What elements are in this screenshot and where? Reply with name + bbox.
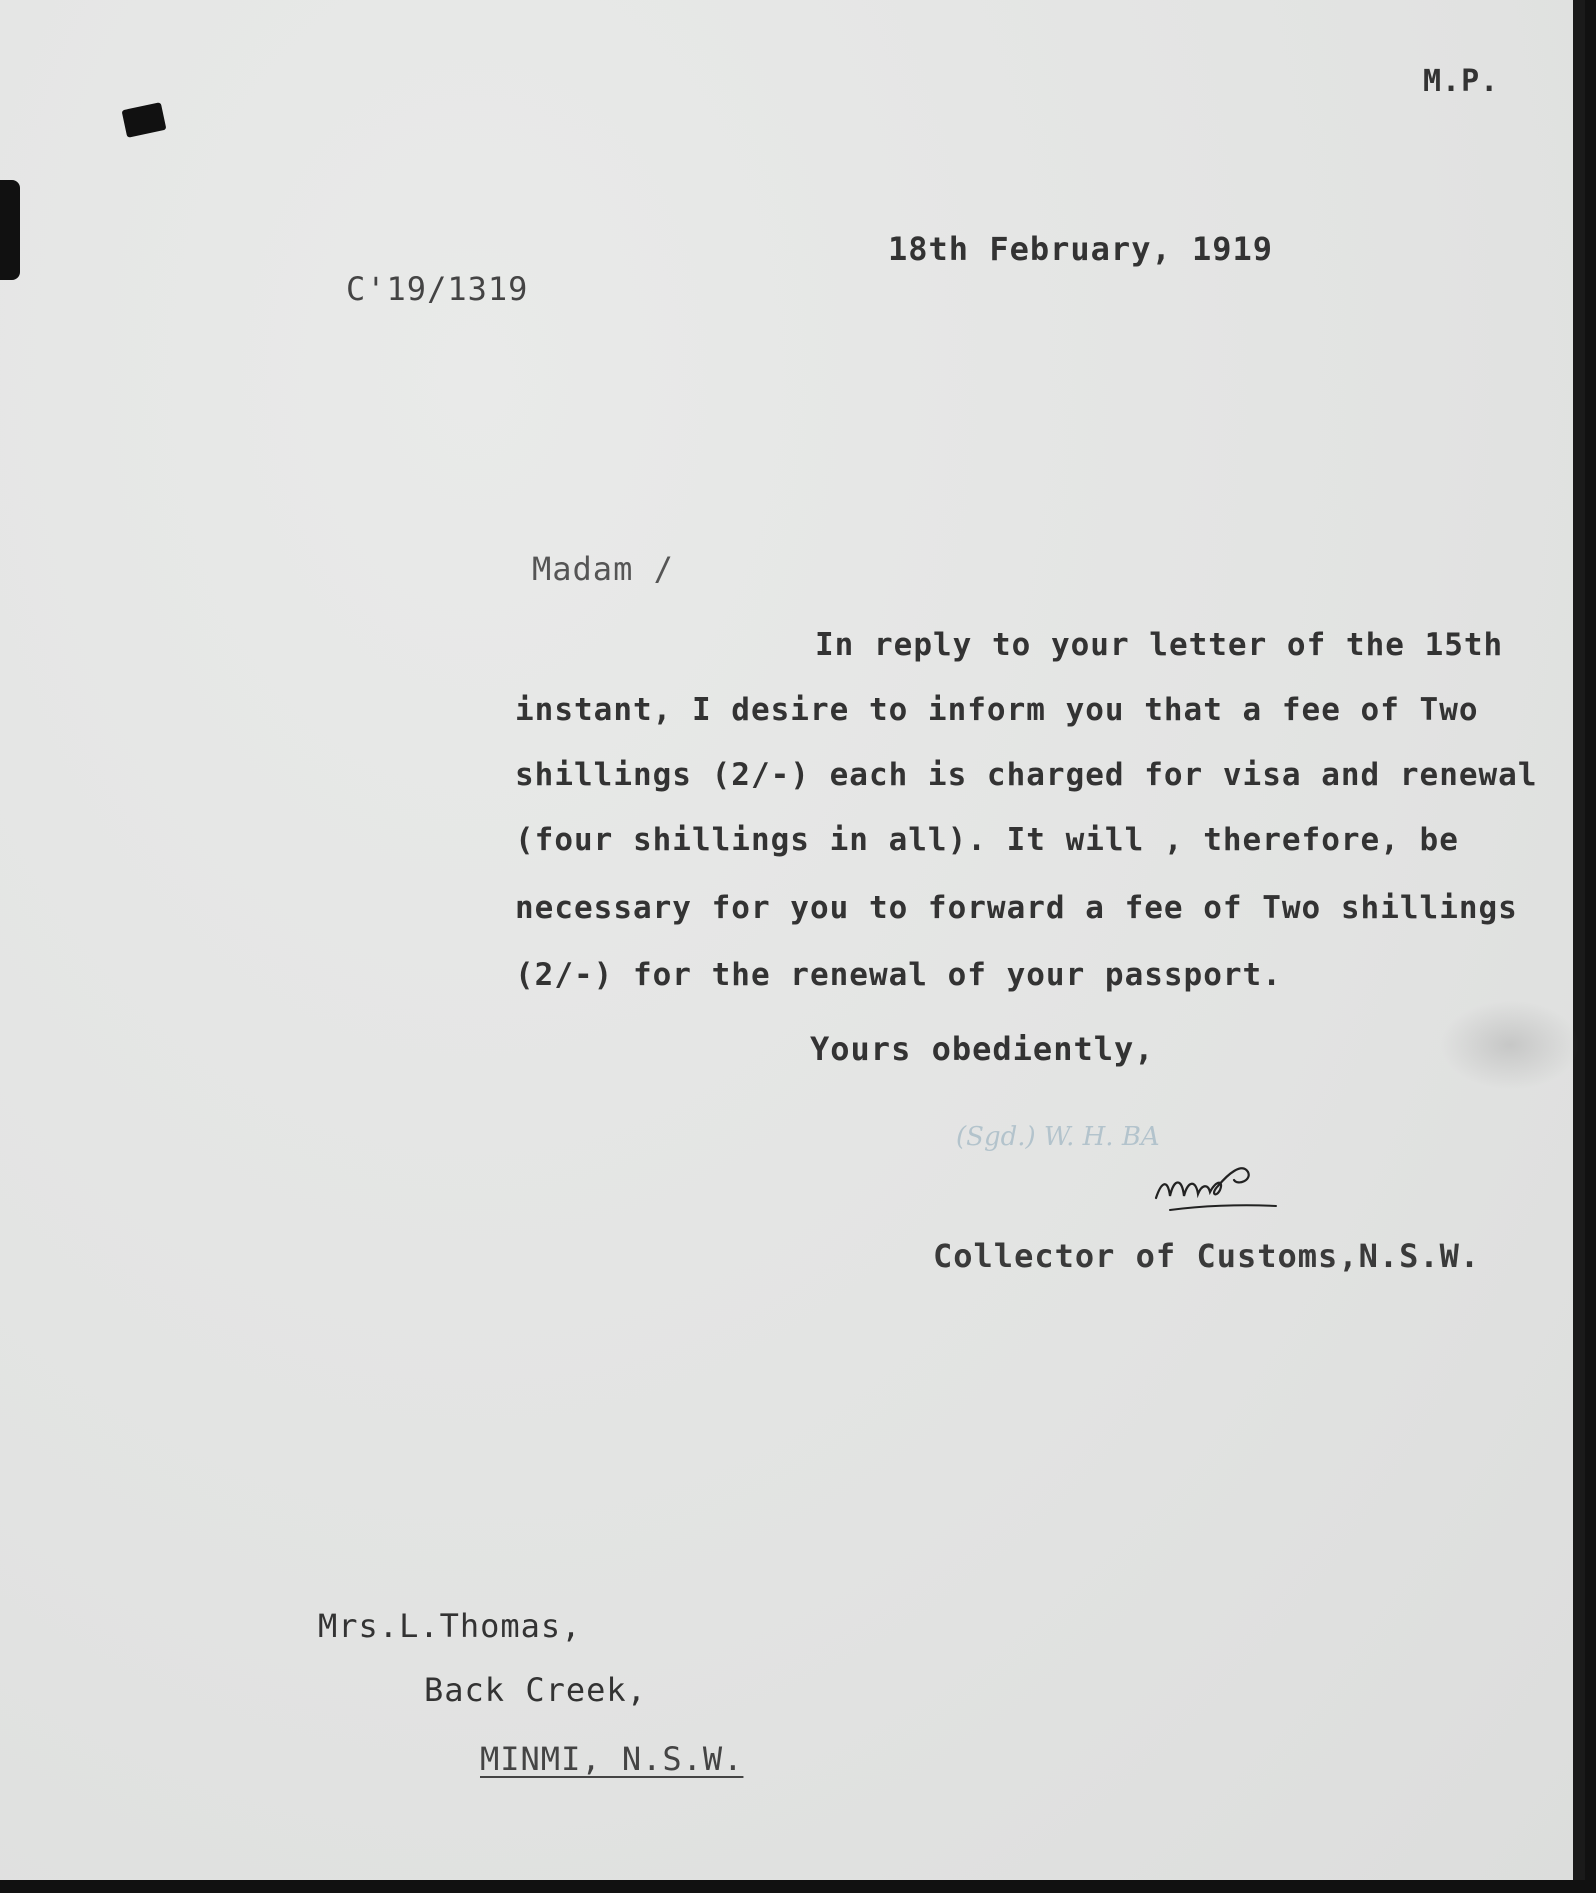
body-line: instant, I desire to inform you that a fee of Two — [515, 692, 1479, 728]
recipient-town: MINMI, N.S.W. — [480, 1740, 744, 1778]
reference-number: C'19/1319 — [346, 270, 529, 308]
body-line: shillings (2/-) each is charged for visa and renewal — [515, 757, 1538, 793]
binding-mark — [0, 180, 20, 280]
body-line: In reply to your letter of the 15th — [815, 627, 1504, 663]
handwritten-signature — [1150, 1150, 1300, 1220]
closing: Yours obediently, — [810, 1030, 1155, 1068]
recipient-street: Back Creek, — [424, 1671, 647, 1709]
body-line: (four shillings in all). It will , therefore, be — [515, 822, 1459, 858]
page-edge — [1573, 0, 1585, 1880]
signatory-title: Collector of Customs,N.S.W. — [933, 1237, 1481, 1275]
corner-mark: M.P. — [1423, 64, 1500, 99]
body-line: (2/-) for the renewal of your passport. — [515, 957, 1282, 993]
letter-date: 18th February, 1919 — [888, 230, 1274, 268]
smudge — [1440, 1000, 1580, 1090]
recipient-name: Mrs.L.Thomas, — [318, 1607, 582, 1645]
ink-mark — [122, 102, 167, 138]
signed-stamp: (Sgd.) W. H. BA — [956, 1122, 1160, 1152]
body-line: necessary for you to forward a fee of Two shillings — [515, 890, 1518, 926]
salutation: Madam / — [532, 550, 674, 588]
